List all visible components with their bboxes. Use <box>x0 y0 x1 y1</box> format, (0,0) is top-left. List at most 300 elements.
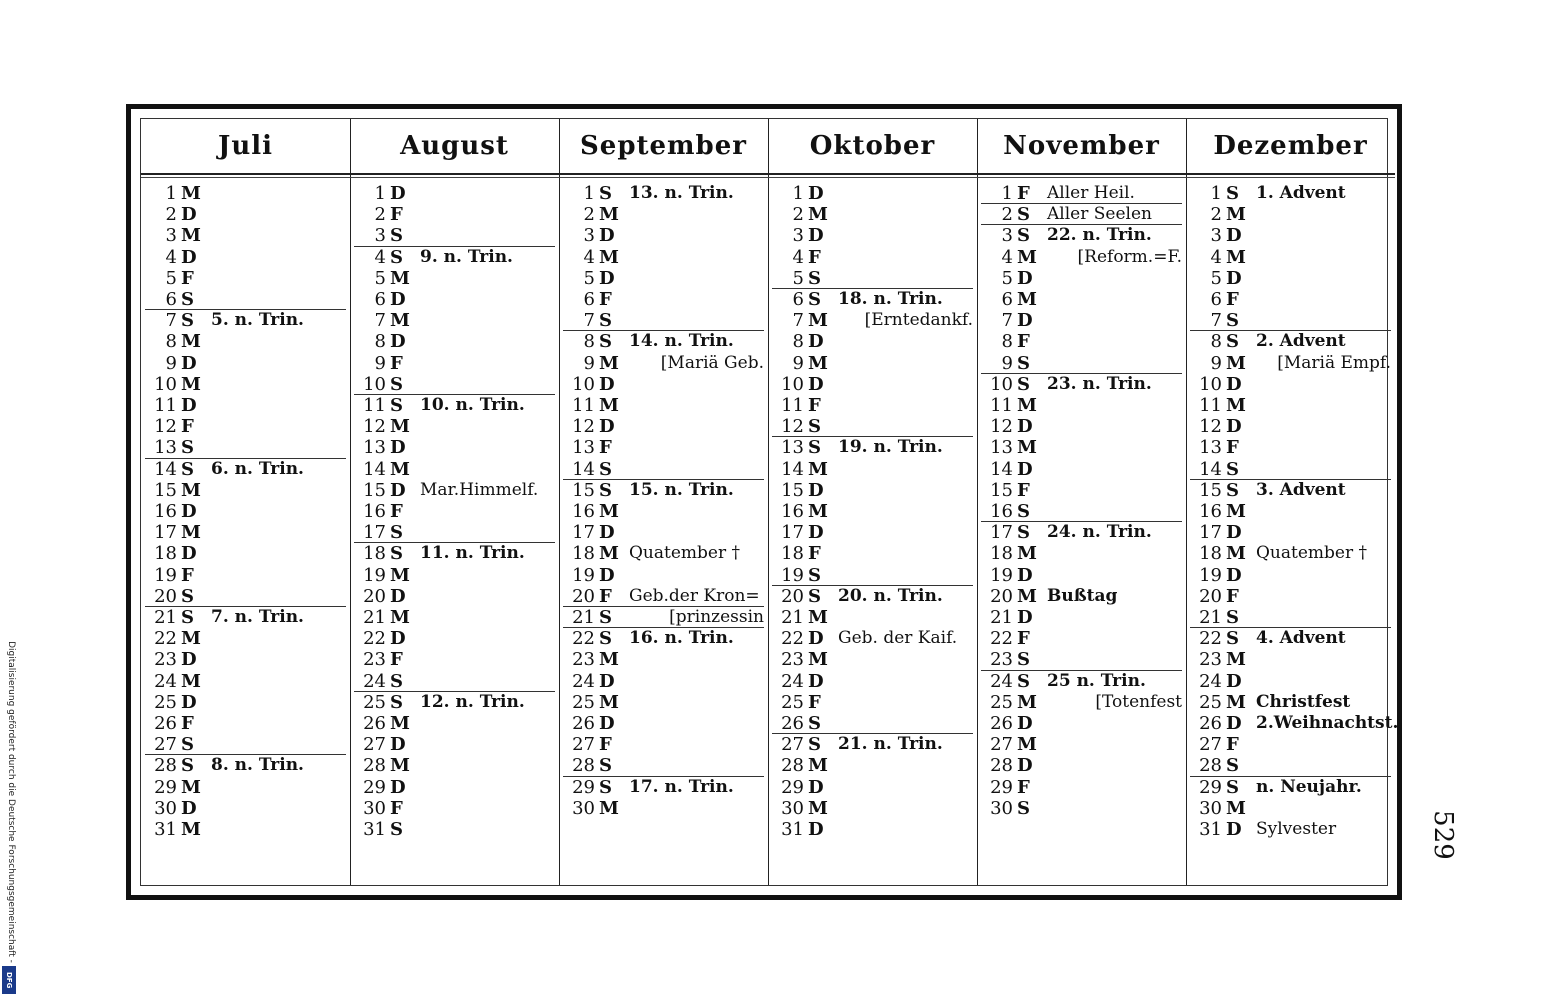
weekday-letter: D <box>1017 416 1033 438</box>
weekday-letter: S <box>181 755 194 777</box>
day-note: 18. n. Trin. <box>838 289 943 309</box>
day-note: 4. Advent <box>1256 628 1346 649</box>
month-column-3 <box>768 119 977 885</box>
day-row <box>141 522 350 543</box>
day-row <box>768 183 977 204</box>
day-number: 17 <box>1199 522 1222 544</box>
weekday-letter: F <box>1226 585 1239 607</box>
day-note: 25 n. Trin. <box>1047 670 1146 691</box>
day-number: 4 <box>792 246 804 268</box>
day-number: 2 <box>1210 204 1222 226</box>
day-row <box>1186 183 1395 204</box>
day-row <box>768 713 977 734</box>
weekday-letter: M <box>1017 585 1037 607</box>
day-number: 6 <box>1001 289 1013 310</box>
day-row <box>141 501 350 522</box>
day-note: [Mariä Geb. <box>660 352 764 373</box>
day-number: 20 <box>363 585 386 607</box>
day-row <box>350 649 559 670</box>
weekday-letter: M <box>808 501 828 522</box>
weekday-letter: D <box>599 522 615 544</box>
day-number: 22 <box>1199 628 1222 650</box>
day-number: 5 <box>583 267 595 289</box>
day-row <box>559 183 768 204</box>
header-rule <box>141 177 350 178</box>
day-row <box>768 543 977 564</box>
day-number: 28 <box>1199 755 1222 777</box>
day-row <box>350 268 559 289</box>
day-row <box>141 289 350 310</box>
month-header: Dezember <box>1213 131 1368 161</box>
day-row <box>977 331 1186 352</box>
day-note: Sylvester <box>1256 819 1337 839</box>
weekday-letter: F <box>1017 776 1030 798</box>
day-row <box>559 586 768 607</box>
day-row <box>768 501 977 522</box>
month-header: August <box>400 131 509 161</box>
day-note: 14. n. Trin. <box>629 331 734 352</box>
day-number: 2 <box>374 204 386 226</box>
day-number: 10 <box>363 373 386 395</box>
day-row <box>977 755 1186 776</box>
weekday-letter: M <box>1226 797 1246 819</box>
weekday-letter: M <box>599 204 619 226</box>
day-number: 6 <box>1210 289 1222 310</box>
weekday-letter: M <box>181 331 201 353</box>
weekday-letter: S <box>1226 607 1239 628</box>
weekday-letter: D <box>808 819 824 840</box>
weekday-letter: D <box>390 734 406 756</box>
weekday-letter: S <box>1017 649 1030 671</box>
header-rule <box>559 177 768 178</box>
calendar-frame <box>126 104 1402 900</box>
weekday-letter: D <box>181 501 197 522</box>
weekday-letter: D <box>1226 225 1242 247</box>
day-number: 28 <box>154 755 177 777</box>
day-row <box>559 459 768 480</box>
weekday-letter: S <box>599 458 612 480</box>
day-number: 15 <box>781 479 804 501</box>
day-number: 19 <box>572 564 595 586</box>
day-number: 16 <box>1199 501 1222 522</box>
day-row <box>1186 459 1395 480</box>
month-column-1 <box>350 119 559 885</box>
day-number: 13 <box>363 437 386 459</box>
day-number: 23 <box>990 649 1013 671</box>
day-row <box>559 374 768 395</box>
day-number: 28 <box>363 755 386 777</box>
weekday-letter: S <box>599 310 612 332</box>
weekday-letter: M <box>1226 501 1246 522</box>
day-number: 29 <box>572 776 595 798</box>
month-column-2 <box>559 119 768 885</box>
weekday-letter: D <box>1226 670 1242 692</box>
day-number: 11 <box>781 395 804 416</box>
weekday-letter: S <box>1017 670 1030 692</box>
day-number: 11 <box>363 395 386 416</box>
day-row <box>559 204 768 225</box>
weekday-letter: M <box>390 564 410 586</box>
weekday-letter: M <box>181 522 201 544</box>
day-number: 1 <box>374 183 386 204</box>
day-number: 30 <box>1199 797 1222 819</box>
day-row <box>768 353 977 374</box>
weekday-letter: M <box>181 776 201 798</box>
day-row <box>350 183 559 204</box>
day-row <box>559 331 768 352</box>
day-number: 29 <box>1199 776 1222 798</box>
day-note: 1. Advent <box>1256 183 1346 203</box>
day-number: 8 <box>1001 331 1013 353</box>
weekday-letter: M <box>390 416 410 438</box>
day-number: 15 <box>363 479 386 501</box>
day-note: Mar.Himmelf. <box>420 479 539 500</box>
weekday-letter: S <box>181 437 194 459</box>
day-row <box>141 395 350 416</box>
day-number: 28 <box>990 755 1013 777</box>
weekday-letter: F <box>599 585 612 607</box>
day-row <box>977 607 1186 628</box>
day-number: 5 <box>1001 267 1013 289</box>
day-row <box>977 247 1186 268</box>
weekday-letter: D <box>390 479 406 501</box>
weekday-letter: M <box>1017 543 1037 565</box>
day-row <box>141 247 350 268</box>
weekday-letter: S <box>1017 373 1030 395</box>
day-row <box>1186 819 1395 840</box>
day-number: 27 <box>572 734 595 756</box>
day-row <box>977 459 1186 480</box>
day-number: 12 <box>781 416 804 438</box>
day-number: 14 <box>572 458 595 480</box>
day-row <box>350 628 559 649</box>
day-row <box>350 671 559 692</box>
day-note: [Totenfest <box>1095 691 1182 712</box>
weekday-letter: D <box>181 543 197 565</box>
day-number: 18 <box>781 543 804 565</box>
day-number: 5 <box>792 267 804 289</box>
day-note: [Reform.=F. <box>1077 246 1182 267</box>
day-row <box>1186 692 1395 713</box>
weekday-letter: M <box>599 395 619 416</box>
day-number: 16 <box>781 501 804 522</box>
weekday-letter: D <box>1017 310 1033 332</box>
day-number: 31 <box>781 819 804 840</box>
day-number: 24 <box>990 670 1013 692</box>
day-row <box>141 586 350 607</box>
weekday-letter: S <box>1017 225 1030 247</box>
weekday-letter: D <box>1017 267 1033 289</box>
day-number: 23 <box>363 649 386 671</box>
weekday-letter: M <box>1017 437 1037 459</box>
day-number: 21 <box>572 607 595 628</box>
day-note: [prinzessin <box>669 607 764 627</box>
day-number: 3 <box>165 225 177 247</box>
day-row <box>768 649 977 670</box>
weekday-letter: S <box>599 331 612 353</box>
day-row <box>141 331 350 352</box>
weekday-letter: D <box>1017 458 1033 480</box>
day-number: 26 <box>572 713 595 734</box>
day-number: 27 <box>154 734 177 756</box>
weekday-letter: D <box>599 713 615 734</box>
day-number: 31 <box>1199 819 1222 840</box>
day-note: 9. n. Trin. <box>420 246 513 267</box>
header-rule <box>768 173 977 175</box>
day-row <box>350 713 559 734</box>
day-number: 3 <box>1210 225 1222 247</box>
day-row <box>768 671 977 692</box>
day-number: 29 <box>990 776 1013 798</box>
calendar-table <box>140 118 1399 886</box>
day-row <box>977 204 1186 225</box>
day-row <box>1186 543 1395 564</box>
day-number: 12 <box>154 416 177 438</box>
day-number: 7 <box>583 310 595 332</box>
month-column-0 <box>141 119 350 885</box>
weekday-letter: M <box>181 225 201 247</box>
day-row <box>977 501 1186 522</box>
day-number: 31 <box>154 819 177 840</box>
day-row <box>350 798 559 819</box>
day-number: 19 <box>154 564 177 586</box>
header-rule <box>977 173 1186 175</box>
weekday-letter: F <box>181 267 194 289</box>
day-number: 1 <box>583 183 595 204</box>
day-row <box>1186 437 1395 458</box>
day-note: 7. n. Trin. <box>211 607 304 627</box>
day-number: 9 <box>374 352 386 374</box>
day-number: 21 <box>154 607 177 628</box>
day-number: 18 <box>154 543 177 565</box>
day-note: 2. Advent <box>1256 331 1346 352</box>
weekday-letter: M <box>808 310 828 332</box>
day-row <box>350 247 559 268</box>
day-row <box>350 204 559 225</box>
day-number: 20 <box>781 585 804 607</box>
day-row <box>1186 713 1399 734</box>
day-note: 15. n. Trin. <box>629 479 734 500</box>
weekday-letter: D <box>808 225 824 247</box>
day-note: Christfest <box>1256 691 1351 712</box>
day-note: 10. n. Trin. <box>420 395 525 415</box>
day-row <box>977 353 1186 374</box>
day-number: 29 <box>781 776 804 798</box>
day-number: 25 <box>1199 691 1222 713</box>
day-row <box>977 777 1186 798</box>
weekday-letter: M <box>390 458 410 480</box>
weekday-letter: S <box>390 522 403 544</box>
weekday-letter: M <box>181 819 201 840</box>
day-number: 26 <box>154 713 177 734</box>
day-row <box>977 649 1186 670</box>
weekday-letter: S <box>1226 310 1239 332</box>
weekday-letter: S <box>599 479 612 501</box>
weekday-letter: S <box>181 289 194 310</box>
day-row <box>559 395 768 416</box>
weekday-letter: M <box>1017 289 1037 310</box>
day-row <box>559 501 768 522</box>
day-row <box>350 459 559 480</box>
weekday-letter: M <box>390 755 410 777</box>
day-number: 31 <box>363 819 386 840</box>
weekday-letter: S <box>1017 522 1030 544</box>
day-row <box>768 819 977 840</box>
weekday-letter: D <box>808 373 824 395</box>
day-number: 5 <box>374 267 386 289</box>
weekday-letter: F <box>1017 479 1030 501</box>
day-row <box>768 586 977 607</box>
day-row <box>141 543 350 564</box>
day-number: 25 <box>572 691 595 713</box>
day-number: 18 <box>363 543 386 565</box>
day-number: 17 <box>990 522 1013 544</box>
weekday-letter: S <box>808 289 821 310</box>
day-row <box>559 713 768 734</box>
day-number: 21 <box>990 607 1013 628</box>
weekday-letter: S <box>1226 183 1239 204</box>
day-number: 17 <box>572 522 595 544</box>
header-rule <box>350 173 559 175</box>
day-row <box>768 416 977 437</box>
day-row <box>977 416 1186 437</box>
weekday-letter: M <box>181 479 201 501</box>
day-note: 19. n. Trin. <box>838 437 943 458</box>
day-row <box>768 310 977 331</box>
day-number: 7 <box>374 310 386 332</box>
day-number: 21 <box>1199 607 1222 628</box>
day-row <box>141 204 350 225</box>
day-number: 27 <box>363 734 386 756</box>
day-number: 2 <box>1001 204 1013 226</box>
day-number: 4 <box>583 246 595 268</box>
day-row <box>768 755 977 776</box>
day-row <box>559 565 768 586</box>
weekday-letter: S <box>808 267 821 289</box>
day-number: 18 <box>990 543 1013 565</box>
day-note: [Erntedankf. <box>864 310 973 331</box>
day-row <box>977 628 1186 649</box>
weekday-letter: S <box>808 585 821 607</box>
day-row <box>977 268 1186 289</box>
day-number: 6 <box>792 289 804 310</box>
day-number: 22 <box>781 628 804 650</box>
day-number: 22 <box>363 628 386 650</box>
weekday-letter: D <box>1017 713 1033 734</box>
day-row <box>141 819 350 840</box>
weekday-letter: D <box>1226 819 1242 840</box>
day-row <box>559 607 768 628</box>
day-row <box>559 692 768 713</box>
weekday-letter: M <box>808 649 828 671</box>
day-number: 7 <box>1210 310 1222 332</box>
day-note: 12. n. Trin. <box>420 691 525 712</box>
weekday-letter: M <box>181 670 201 692</box>
weekday-letter: D <box>1226 267 1242 289</box>
weekday-letter: S <box>181 458 194 480</box>
day-row <box>350 755 559 776</box>
month-header: November <box>1003 131 1160 161</box>
day-number: 6 <box>165 289 177 310</box>
weekday-letter: S <box>390 670 403 692</box>
day-row <box>141 480 350 501</box>
day-number: 10 <box>572 373 595 395</box>
day-number: 28 <box>781 755 804 777</box>
day-note: 8. n. Trin. <box>211 755 304 776</box>
day-number: 27 <box>990 734 1013 756</box>
day-row <box>977 798 1186 819</box>
weekday-letter: M <box>808 204 828 226</box>
day-number: 30 <box>990 797 1013 819</box>
weekday-letter: D <box>390 776 406 798</box>
weekday-letter: F <box>599 289 612 310</box>
day-number: 14 <box>990 458 1013 480</box>
day-number: 23 <box>781 649 804 671</box>
weekday-letter: F <box>808 395 821 416</box>
day-number: 12 <box>572 416 595 438</box>
day-number: 8 <box>374 331 386 353</box>
day-row <box>141 459 350 480</box>
weekday-letter: M <box>181 628 201 650</box>
day-number: 4 <box>1210 246 1222 268</box>
weekday-letter: S <box>1226 331 1239 353</box>
day-row <box>559 522 768 543</box>
day-number: 7 <box>792 310 804 332</box>
weekday-letter: S <box>1017 204 1030 226</box>
day-row <box>977 692 1186 713</box>
day-number: 24 <box>572 670 595 692</box>
weekday-letter: D <box>181 246 197 268</box>
header-rule <box>141 173 350 175</box>
day-row <box>768 565 977 586</box>
day-row <box>141 692 350 713</box>
weekday-letter: F <box>1017 183 1030 204</box>
weekday-letter: M <box>1226 543 1246 565</box>
day-number: 12 <box>1199 416 1222 438</box>
day-row <box>977 183 1186 204</box>
day-number: 9 <box>1001 352 1013 374</box>
weekday-letter: S <box>599 607 612 628</box>
day-number: 3 <box>792 225 804 247</box>
header-rule <box>768 177 977 178</box>
weekday-letter: D <box>1017 564 1033 586</box>
day-row <box>1186 268 1395 289</box>
weekday-letter: F <box>599 734 612 756</box>
weekday-letter: S <box>1017 352 1030 374</box>
weekday-letter: F <box>390 352 403 374</box>
day-row <box>141 353 350 374</box>
day-number: 10 <box>781 373 804 395</box>
day-row <box>559 480 768 501</box>
day-number: 11 <box>154 395 177 416</box>
weekday-letter: M <box>599 649 619 671</box>
weekday-letter: S <box>808 416 821 438</box>
day-row <box>350 543 559 564</box>
day-row <box>977 734 1186 755</box>
day-row <box>559 310 768 331</box>
day-row <box>768 437 977 458</box>
day-row <box>1186 331 1395 352</box>
sidebar-credit-text: Digitalisierung gefördert durch die Deutsche Forschungsgemeinschaft - <box>6 641 16 963</box>
day-row <box>559 437 768 458</box>
day-row <box>768 777 977 798</box>
day-row <box>768 395 977 416</box>
day-number: 30 <box>363 797 386 819</box>
day-number: 1 <box>792 183 804 204</box>
day-row <box>141 649 350 670</box>
weekday-letter: D <box>599 267 615 289</box>
weekday-letter: M <box>808 797 828 819</box>
